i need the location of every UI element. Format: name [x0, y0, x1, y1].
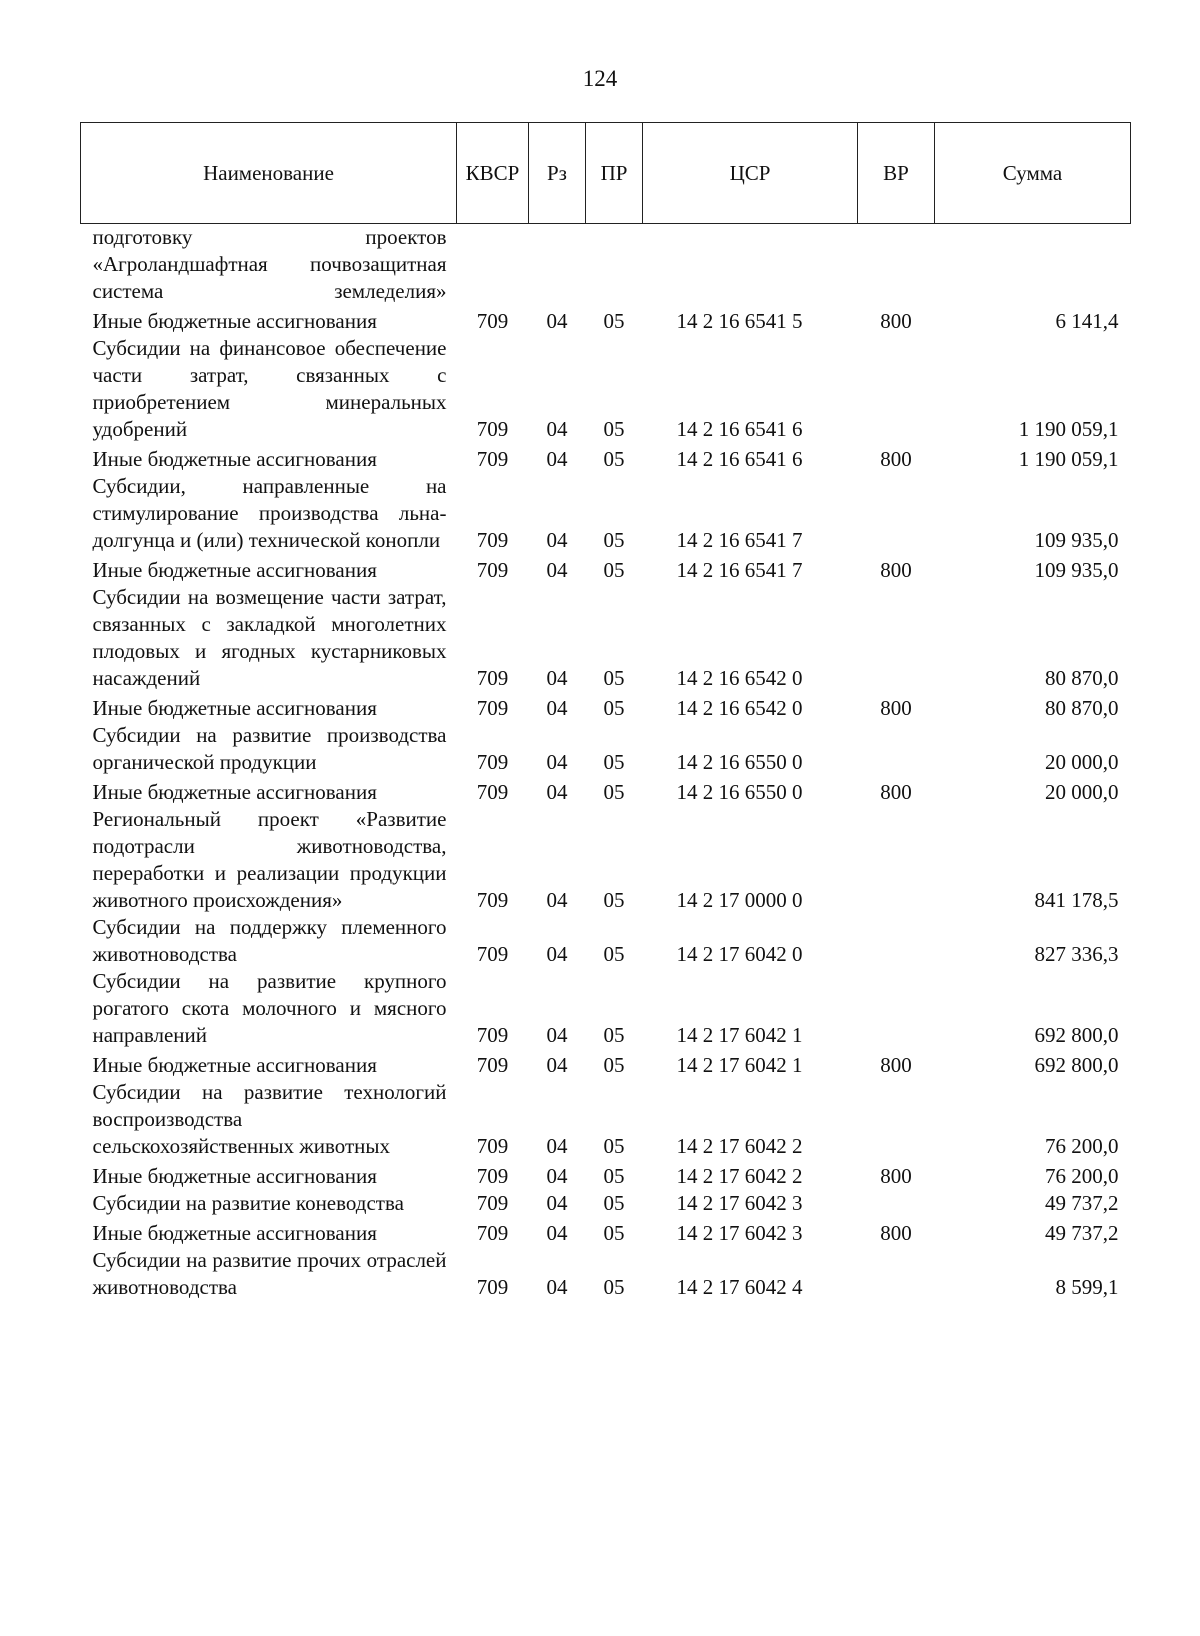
- cell-csr: [643, 224, 858, 306]
- table-row: [81, 1160, 1131, 1190]
- cell-sum: 49 737,2: [1045, 1191, 1119, 1215]
- cell-kvsr: 709: [476, 1053, 509, 1077]
- cell-pr: [586, 224, 643, 306]
- cell-kvsr: 709: [476, 309, 509, 333]
- cell-rz: 04: [546, 888, 568, 912]
- cell-csr: 14 2 16 6542 0: [676, 666, 803, 690]
- cell-pr: 05: [603, 696, 625, 720]
- cell-kvsr: 709: [476, 750, 509, 774]
- cell-name: Субсидии, направленные на стимулирование производства льна-долгунца и (или) технической конопли: [92, 474, 447, 552]
- cell-vr: [858, 914, 935, 968]
- cell-rz: 04: [546, 417, 568, 441]
- cell-sum: 109 935,0: [1034, 558, 1119, 582]
- cell-kvsr: 709: [476, 1221, 509, 1245]
- cell-name: Субсидии на развитие коневодства: [92, 1191, 404, 1215]
- cell-sum: 1 190 059,1: [1018, 447, 1119, 471]
- cell-sum: 827 336,3: [1034, 942, 1119, 966]
- table-body: [81, 224, 1131, 1302]
- cell-csr: 14 2 16 6541 7: [676, 528, 803, 552]
- cell-pr: 05: [603, 1134, 625, 1158]
- cell-kvsr: 709: [476, 1275, 509, 1299]
- cell-csr: 14 2 17 6042 1: [676, 1023, 803, 1047]
- cell-sum: 49 737,2: [1045, 1221, 1119, 1245]
- header-vr: ВР: [858, 123, 935, 224]
- cell-csr: 14 2 16 6541 7: [676, 558, 803, 582]
- table-row: [81, 776, 1131, 806]
- table-row: [81, 1049, 1131, 1079]
- cell-pr: 05: [603, 750, 625, 774]
- cell-pr: 05: [603, 1053, 625, 1077]
- cell-rz: 04: [546, 1023, 568, 1047]
- cell-name: Субсидии на поддержку племенного животноводства: [92, 915, 447, 966]
- table-row: [81, 554, 1131, 584]
- cell-pr: 05: [603, 528, 625, 552]
- cell-kvsr: 709: [476, 780, 509, 804]
- cell-pr: 05: [603, 447, 625, 471]
- cell-kvsr: [457, 224, 529, 306]
- cell-rz: 04: [546, 1053, 568, 1077]
- cell-rz: [529, 224, 586, 306]
- cell-vr: 800: [880, 1164, 912, 1188]
- cell-kvsr: 709: [476, 666, 509, 690]
- header-kvsr: КВСР: [457, 123, 529, 224]
- cell-sum: 1 190 059,1: [1018, 417, 1119, 441]
- table-row: [81, 1247, 1131, 1301]
- cell-kvsr: 709: [476, 888, 509, 912]
- cell-sum: 76 200,0: [1045, 1134, 1119, 1158]
- cell-name: Иные бюджетные ассигнования: [92, 1221, 377, 1245]
- cell-sum: 109 935,0: [1034, 528, 1119, 552]
- cell-vr: 800: [880, 309, 912, 333]
- cell-sum: 841 178,5: [1034, 888, 1119, 912]
- cell-csr: 14 2 17 6042 4: [676, 1275, 803, 1299]
- cell-pr: 05: [603, 942, 625, 966]
- cell-vr: 800: [880, 1053, 912, 1077]
- cell-vr: 800: [880, 780, 912, 804]
- cell-rz: 04: [546, 1275, 568, 1299]
- cell-name: Иные бюджетные ассигнования: [92, 447, 377, 471]
- cell-rz: 04: [546, 1164, 568, 1188]
- cell-name: Иные бюджетные ассигнования: [92, 558, 377, 582]
- cell-pr: 05: [603, 558, 625, 582]
- cell-csr: 14 2 16 6541 6: [676, 417, 803, 441]
- cell-pr: 05: [603, 1023, 625, 1047]
- cell-sum: 80 870,0: [1045, 696, 1119, 720]
- header-csr: ЦСР: [643, 123, 858, 224]
- cell-name: Иные бюджетные ассигнования: [92, 1164, 377, 1188]
- cell-kvsr: 709: [476, 417, 509, 441]
- cell-vr: [858, 806, 935, 914]
- cell-vr: 800: [880, 1221, 912, 1245]
- cell-name: Субсидии на развитие прочих отраслей животноводства: [92, 1248, 447, 1299]
- cell-kvsr: 709: [476, 447, 509, 471]
- table-row: [81, 722, 1131, 776]
- table-row: [81, 584, 1131, 692]
- cell-pr: 05: [603, 888, 625, 912]
- table-row: [81, 1190, 1131, 1217]
- cell-sum: 8 599,1: [1055, 1275, 1119, 1299]
- cell-csr: 14 2 17 6042 3: [676, 1191, 803, 1215]
- cell-pr: 05: [603, 666, 625, 690]
- cell-rz: 04: [546, 942, 568, 966]
- cell-vr: [858, 224, 935, 306]
- cell-name: подготовку проектов «Агроландшафтная почвозащитная система земледелия»: [92, 225, 447, 303]
- cell-kvsr: 709: [476, 696, 509, 720]
- cell-csr: 14 2 17 0000 0: [676, 888, 803, 912]
- cell-rz: 04: [546, 666, 568, 690]
- cell-rz: 04: [546, 750, 568, 774]
- cell-csr: 14 2 17 6042 2: [676, 1164, 803, 1188]
- cell-rz: 04: [546, 1221, 568, 1245]
- cell-kvsr: 709: [476, 1134, 509, 1158]
- header-pr: ПР: [586, 123, 643, 224]
- cell-sum: 692 800,0: [1034, 1053, 1119, 1077]
- header-rz: Рз: [529, 123, 586, 224]
- cell-csr: 14 2 17 6042 1: [676, 1053, 803, 1077]
- cell-name: Региональный проект «Развитие подотрасли животноводства, переработки и реализации продукции животного происхождения»: [92, 807, 447, 912]
- cell-rz: 04: [546, 780, 568, 804]
- table-row: [81, 473, 1131, 554]
- cell-name: Субсидии на финансовое обеспечение части затрат, связанных с приобретением минеральных удобрений: [92, 336, 447, 441]
- cell-vr: [858, 1247, 935, 1301]
- cell-name: Субсидии на развитие крупного рогатого скота молочного и мясного направлений: [92, 969, 447, 1047]
- cell-sum: [935, 224, 1131, 306]
- cell-kvsr: 709: [476, 1023, 509, 1047]
- cell-pr: 05: [603, 309, 625, 333]
- cell-name: Субсидии на развитие производства органической продукции: [92, 723, 447, 774]
- table-row: [81, 968, 1131, 1049]
- cell-name: Субсидии на развитие технологий воспроизводства сельскохозяйственных животных: [92, 1080, 447, 1158]
- cell-kvsr: 709: [476, 528, 509, 552]
- table-row: [81, 914, 1131, 968]
- cell-vr: 800: [880, 447, 912, 471]
- cell-name: Субсидии на возмещение части затрат, связанных с закладкой многолетних плодовых и ягодных кустарниковых насаждений: [92, 585, 447, 690]
- cell-vr: [858, 968, 935, 1049]
- cell-name: Иные бюджетные ассигнования: [92, 309, 377, 333]
- cell-csr: 14 2 16 6542 0: [676, 696, 803, 720]
- cell-kvsr: 709: [476, 1191, 509, 1215]
- cell-vr: [858, 335, 935, 443]
- cell-csr: 14 2 17 6042 3: [676, 1221, 803, 1245]
- table-row: [81, 305, 1131, 335]
- cell-pr: 05: [603, 1221, 625, 1245]
- cell-kvsr: 709: [476, 558, 509, 582]
- budget-table: [80, 122, 1131, 1301]
- cell-sum: 6 141,4: [1055, 309, 1119, 333]
- cell-pr: 05: [603, 780, 625, 804]
- cell-vr: 800: [880, 558, 912, 582]
- cell-csr: 14 2 17 6042 0: [676, 942, 803, 966]
- cell-vr: [858, 1079, 935, 1160]
- table-row: [81, 1217, 1131, 1247]
- table-row: [81, 443, 1131, 473]
- cell-rz: 04: [546, 558, 568, 582]
- cell-pr: 05: [603, 1191, 625, 1215]
- cell-csr: 14 2 16 6541 5: [676, 309, 803, 333]
- table-row: [81, 224, 1131, 306]
- cell-vr: 800: [880, 696, 912, 720]
- cell-sum: 20 000,0: [1045, 750, 1119, 774]
- cell-sum: 20 000,0: [1045, 780, 1119, 804]
- header-sum: Сумма: [935, 123, 1131, 224]
- cell-sum: 692 800,0: [1034, 1023, 1119, 1047]
- cell-kvsr: 709: [476, 1164, 509, 1188]
- cell-csr: 14 2 17 6042 2: [676, 1134, 803, 1158]
- cell-vr: [858, 473, 935, 554]
- cell-name: Иные бюджетные ассигнования: [92, 780, 377, 804]
- cell-pr: 05: [603, 1164, 625, 1188]
- table-row: [81, 692, 1131, 722]
- cell-vr: [858, 1190, 935, 1217]
- cell-rz: 04: [546, 1191, 568, 1215]
- header-name: Наименование: [81, 123, 457, 224]
- cell-rz: 04: [546, 447, 568, 471]
- cell-rz: 04: [546, 528, 568, 552]
- cell-rz: 04: [546, 309, 568, 333]
- cell-rz: 04: [546, 696, 568, 720]
- cell-vr: [858, 722, 935, 776]
- cell-rz: 04: [546, 1134, 568, 1158]
- cell-pr: 05: [603, 1275, 625, 1299]
- cell-csr: 14 2 16 6550 0: [676, 750, 803, 774]
- table-row: [81, 335, 1131, 443]
- page-number: 124: [582, 66, 618, 91]
- cell-vr: [858, 584, 935, 692]
- table-row: [81, 806, 1131, 914]
- cell-csr: 14 2 16 6550 0: [676, 780, 803, 804]
- cell-name: Иные бюджетные ассигнования: [92, 696, 377, 720]
- table-row: [81, 1079, 1131, 1160]
- table-header: [81, 123, 1131, 224]
- cell-name: Иные бюджетные ассигнования: [92, 1053, 377, 1077]
- cell-kvsr: 709: [476, 942, 509, 966]
- cell-pr: 05: [603, 417, 625, 441]
- cell-sum: 76 200,0: [1045, 1164, 1119, 1188]
- cell-csr: 14 2 16 6541 6: [676, 447, 803, 471]
- cell-sum: 80 870,0: [1045, 666, 1119, 690]
